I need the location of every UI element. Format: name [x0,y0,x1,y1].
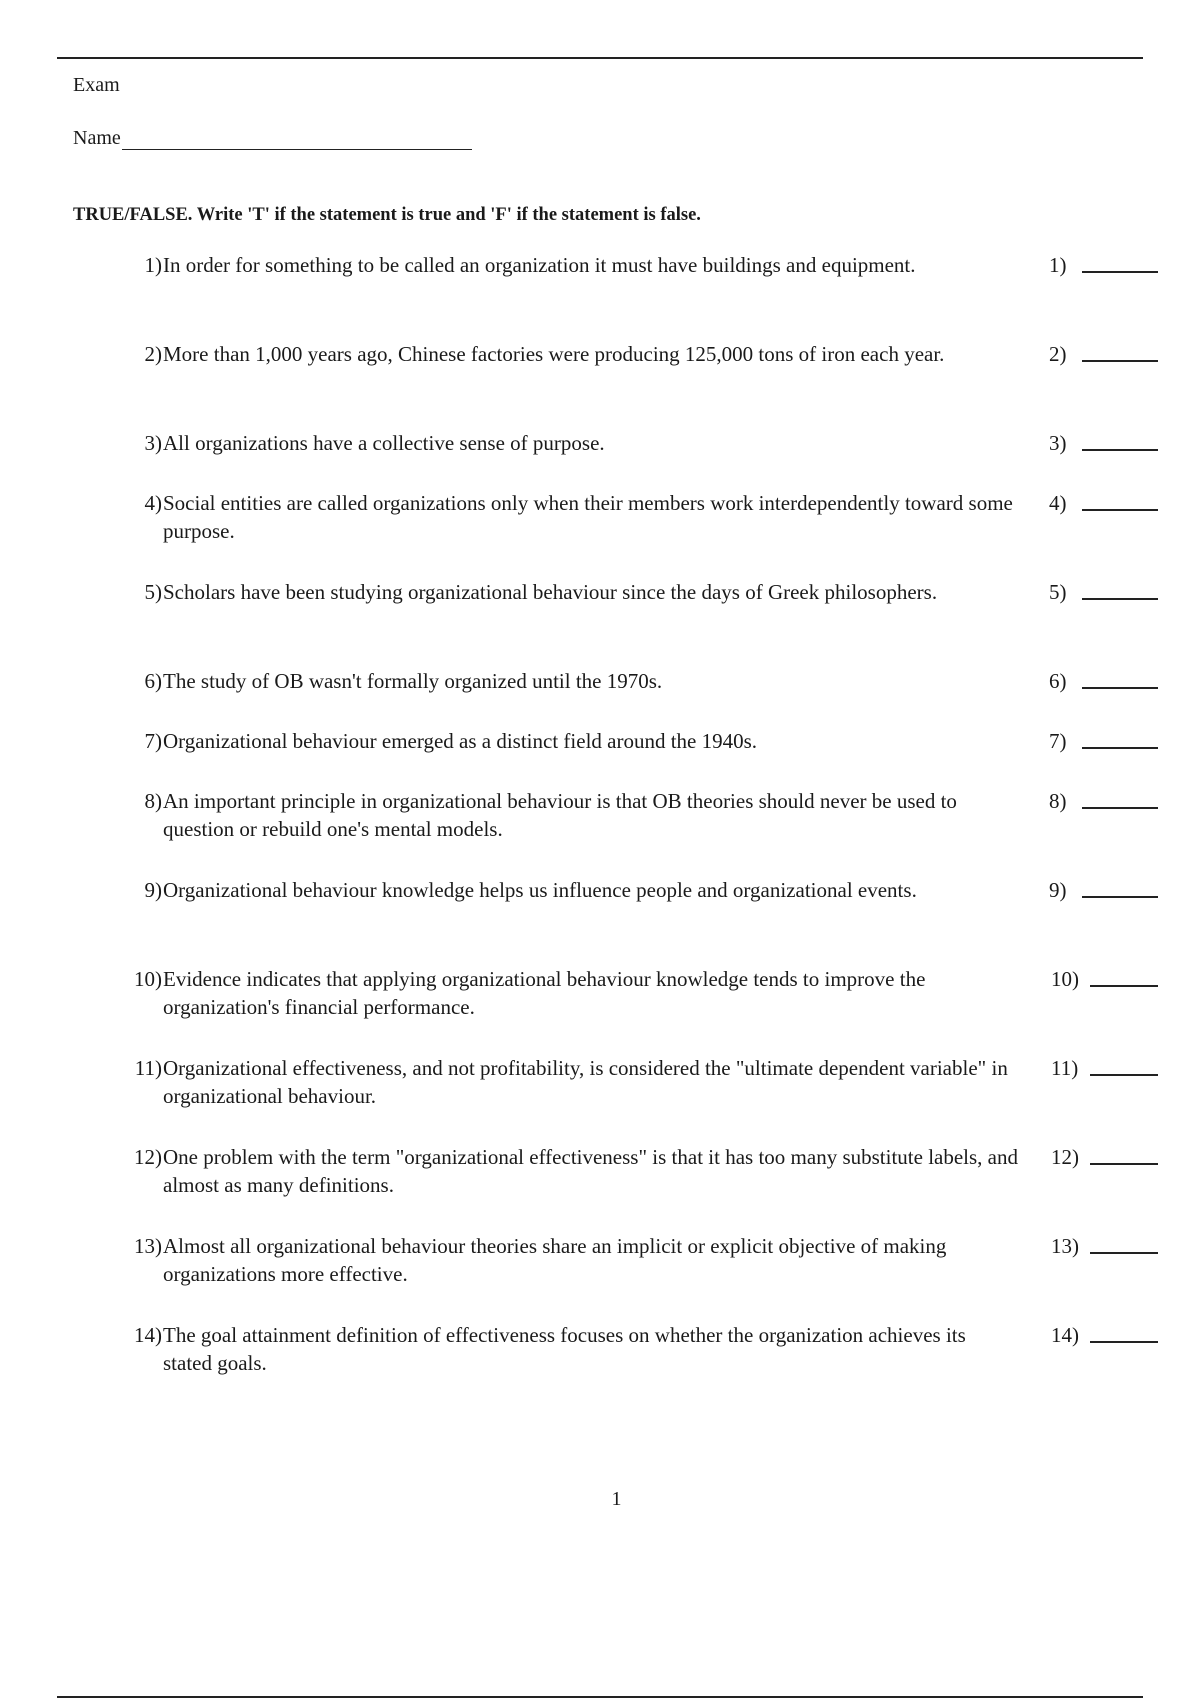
exam-title: Exam [73,74,120,96]
answer-number: 12) [1051,1145,1079,1169]
answer-number: 7) [1049,729,1067,753]
answer-number: 8) [1049,789,1067,813]
question-text: An important principle in organizational behaviour is that OB theories should never be used to question or rebuild one's mental models. [163,789,957,841]
question-number: 2) [144,342,162,366]
question-text: All organizations have a collective sense of purpose. [163,431,605,455]
top-rule [57,57,1143,59]
name-row [73,127,472,150]
question-number: 12) [134,1145,162,1169]
answer-number: 1) [1049,253,1067,277]
question-number: 1) [144,253,162,277]
question-text: In order for something to be called an organization it must have buildings and equipment. [163,253,916,277]
answer-blank[interactable] [1082,687,1158,689]
question-number: 6) [144,669,162,693]
answer-number: 4) [1049,491,1067,515]
answer-blank[interactable] [1082,896,1158,898]
question-number: 10) [134,967,162,991]
answer-blank[interactable] [1090,1074,1158,1076]
answer-blank[interactable] [1082,598,1158,600]
name-field-line[interactable] [122,133,472,150]
question-text: Scholars have been studying organizational behaviour since the days of Greek philosophers. [163,580,938,604]
answer-blank[interactable] [1082,807,1158,809]
answer-number: 2) [1049,342,1067,366]
question-number: 3) [144,431,162,455]
question-text: The study of OB wasn't formally organized until the 1970s. [163,669,663,693]
bottom-rule [57,1696,1143,1698]
answer-blank[interactable] [1082,271,1158,273]
question-text: One problem with the term "organizational effectiveness" is that it has too many substitute labels, and almost as many definitions. [163,1145,1019,1197]
answer-number: 5) [1049,580,1067,604]
question-text: Organizational behaviour knowledge helps us influence people and organizational events. [163,878,917,902]
question-text: Evidence indicates that applying organizational behaviour knowledge tends to improve the organization's financial performance. [163,967,926,1019]
answer-blank[interactable] [1082,360,1158,362]
question-number: 11) [134,1056,162,1080]
answer-blank[interactable] [1090,985,1158,987]
question-text: The goal attainment definition of effectiveness focuses on whether the organization achieves its stated goals. [163,1323,966,1375]
answer-blank[interactable] [1082,747,1158,749]
answer-number: 10) [1051,967,1079,991]
question-text: Social entities are called organizations only when their members work interdependently toward some purpose. [163,491,1013,543]
question-text: More than 1,000 years ago, Chinese factories were producing 125,000 tons of iron each year. [163,342,945,366]
section-instructions: TRUE/FALSE. Write 'T' if the statement is true and 'F' if the statement is false. [73,205,701,225]
question-number: 8) [144,789,162,813]
question-text: Almost all organizational behaviour theories share an implicit or explicit objective of making organizations more effective. [163,1234,947,1286]
answer-blank[interactable] [1082,509,1158,511]
question-number: 5) [144,580,162,604]
answer-blank[interactable] [1082,449,1158,451]
question-number: 13) [134,1234,162,1258]
question-number: 4) [144,491,162,515]
answer-number: 11) [1051,1056,1079,1080]
answer-blank[interactable] [1090,1252,1158,1254]
question-number: 7) [144,729,162,753]
name-label: Name [73,127,121,149]
question-number: 9) [144,878,162,902]
question-text: Organizational effectiveness, and not profitability, is considered the "ultimate dependent variable" in organizational behaviour. [163,1056,1008,1108]
page-number: 1 [611,1488,622,1510]
answer-number: 13) [1051,1234,1079,1258]
question-number: 14) [134,1323,162,1347]
answer-number: 14) [1051,1323,1079,1347]
answer-number: 6) [1049,669,1067,693]
answer-number: 3) [1049,431,1067,455]
question-text: Organizational behaviour emerged as a distinct field around the 1940s. [163,729,758,753]
answer-number: 9) [1049,878,1067,902]
answer-blank[interactable] [1090,1341,1158,1343]
answer-blank[interactable] [1090,1163,1158,1165]
